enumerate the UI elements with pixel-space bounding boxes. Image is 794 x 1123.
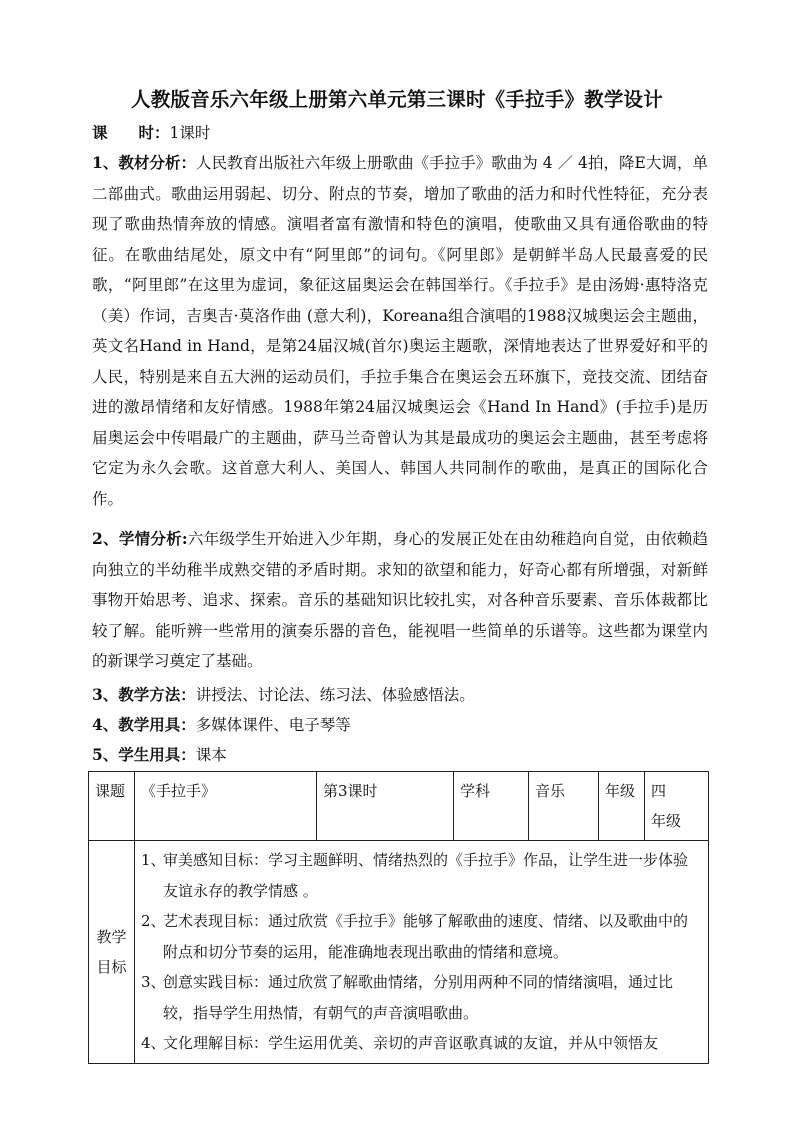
section-text: 多媒体课件、电子琴等 (195, 716, 351, 734)
section-textbook-analysis (92, 148, 708, 514)
table-cell-topic: 《手拉手》 (135, 772, 317, 841)
table-cell-goals-label: 教学目标 (89, 841, 135, 1064)
section-text: 人民教育出版社六年级上册歌曲《手拉手》歌曲为 4 ／ 4拍，降E大调，单二部曲式。歌曲运用弱起、切分、附点的节奏，增加了歌曲的活力和时代性特征，充分表现了歌曲热情奔放的情感。演唱者富有激情和特色的演唱，使歌曲又具有通俗歌曲的特征。在歌曲结尾处，原文中有“阿里郎”的词句。《阿里郎》是朝鲜半岛人民最喜爱的民歌，“阿里郎”在这里为虚词，象征这届奥运会在韩国举行。《手拉手》是由汤姆·惠特洛克（美）作词，吉奥吉·莫洛作曲 (意大利)，Koreana组合演唱的1988汉城奥运会主题曲，英文名Hand in Hand，是第24届汉城(首尔)奥运主题歌，深情地表达了世界爱好和平的人民，特别是来自五大洲的运动员们，手拉手集合在奥运会五环旗下，竞技交流、团结奋进的激昂情绪和友好情感。1988年第24届汉城奥运会《Hand In Hand》(手拉手)是历届奥运会中传唱最广的主题曲，萨马兰奇曾认为其是最成功的奥运会主题曲，甚至考虑将它定为永久会歌。这首意大利人、美国人、韩国人共同制作的歌曲，是真正的国际化合作。 (92, 154, 708, 508)
table-cell-grade: 四 年级 (645, 772, 709, 841)
table-cell-topic-label: 课题 (89, 772, 135, 841)
period-value: 1课时 (169, 124, 211, 142)
table-header-row (89, 772, 709, 841)
table-goals-row (89, 841, 709, 1064)
section-text: 课本 (195, 746, 227, 764)
section-text: 六年级学生开始进入少年期，身心的发展正处在由幼稚趋向自觉，由依赖趋向独立的半幼稚半成熟交错的矛盾时期。求知的欲望和能力，好奇心都有所增强，对新鲜事物开始思考、追求、探索。音乐的基础知识比较扎实，对各种音乐要素、音乐体裁都比较了解。能听辨一些常用的演奏乐器的音色，能视唱一些简单的乐谱等。这些都为课堂内的新课学习奠定了基础。 (92, 530, 708, 670)
period-line (92, 118, 712, 148)
section-teaching-tools (92, 710, 712, 740)
table-cell-subject-label: 学科 (454, 772, 529, 841)
section-student-analysis (92, 524, 708, 677)
table-cell-lesson: 第3课时 (317, 772, 454, 841)
goal-item: 2、艺术表现目标：通过欣赏《手拉手》能够了解歌曲的速度、情绪、以及歌曲中的附点和切分节奏的运用，能准确地表现出歌曲的情绪和意境。 (141, 912, 689, 961)
table-cell-grade-label: 年级 (599, 772, 645, 841)
table-cell-goals (135, 841, 709, 1064)
goal-item: 4、文化理解目标：学生运用优美、亲切的声音讴歌真诚的友谊，并从中领悟友 (141, 1034, 659, 1052)
goal-item: 1、审美感知目标：学习主题鲜明、情绪热烈的《手拉手》作品，让学生进一步体验友谊永存的教学情感 。 (141, 851, 689, 900)
goal-item: 3、创意实践目标：通过欣赏了解歌曲情绪，分别用两种不同的情绪演唱，通过比较，指导学生用热情，有朝气的声音演唱歌曲。 (141, 973, 674, 1022)
document-title: 人教版音乐六年级上册第六单元第三课时《手拉手》教学设计 (131, 88, 663, 111)
section-label: 2、学情分析: (92, 529, 188, 548)
section-label: 1、教材分析： (92, 153, 197, 172)
table-cell-subject: 音乐 (529, 772, 599, 841)
section-student-tools (92, 740, 712, 770)
section-label: 5、学生用具： (92, 745, 196, 764)
section-teaching-method (92, 680, 712, 710)
lesson-table (88, 771, 709, 1064)
period-label: 课 时： (92, 123, 170, 142)
section-label: 3、教学方法： (92, 685, 196, 704)
section-text: 讲授法、讨论法、练习法、体验感悟法。 (195, 686, 475, 704)
section-label: 4、教学用具： (92, 715, 196, 734)
